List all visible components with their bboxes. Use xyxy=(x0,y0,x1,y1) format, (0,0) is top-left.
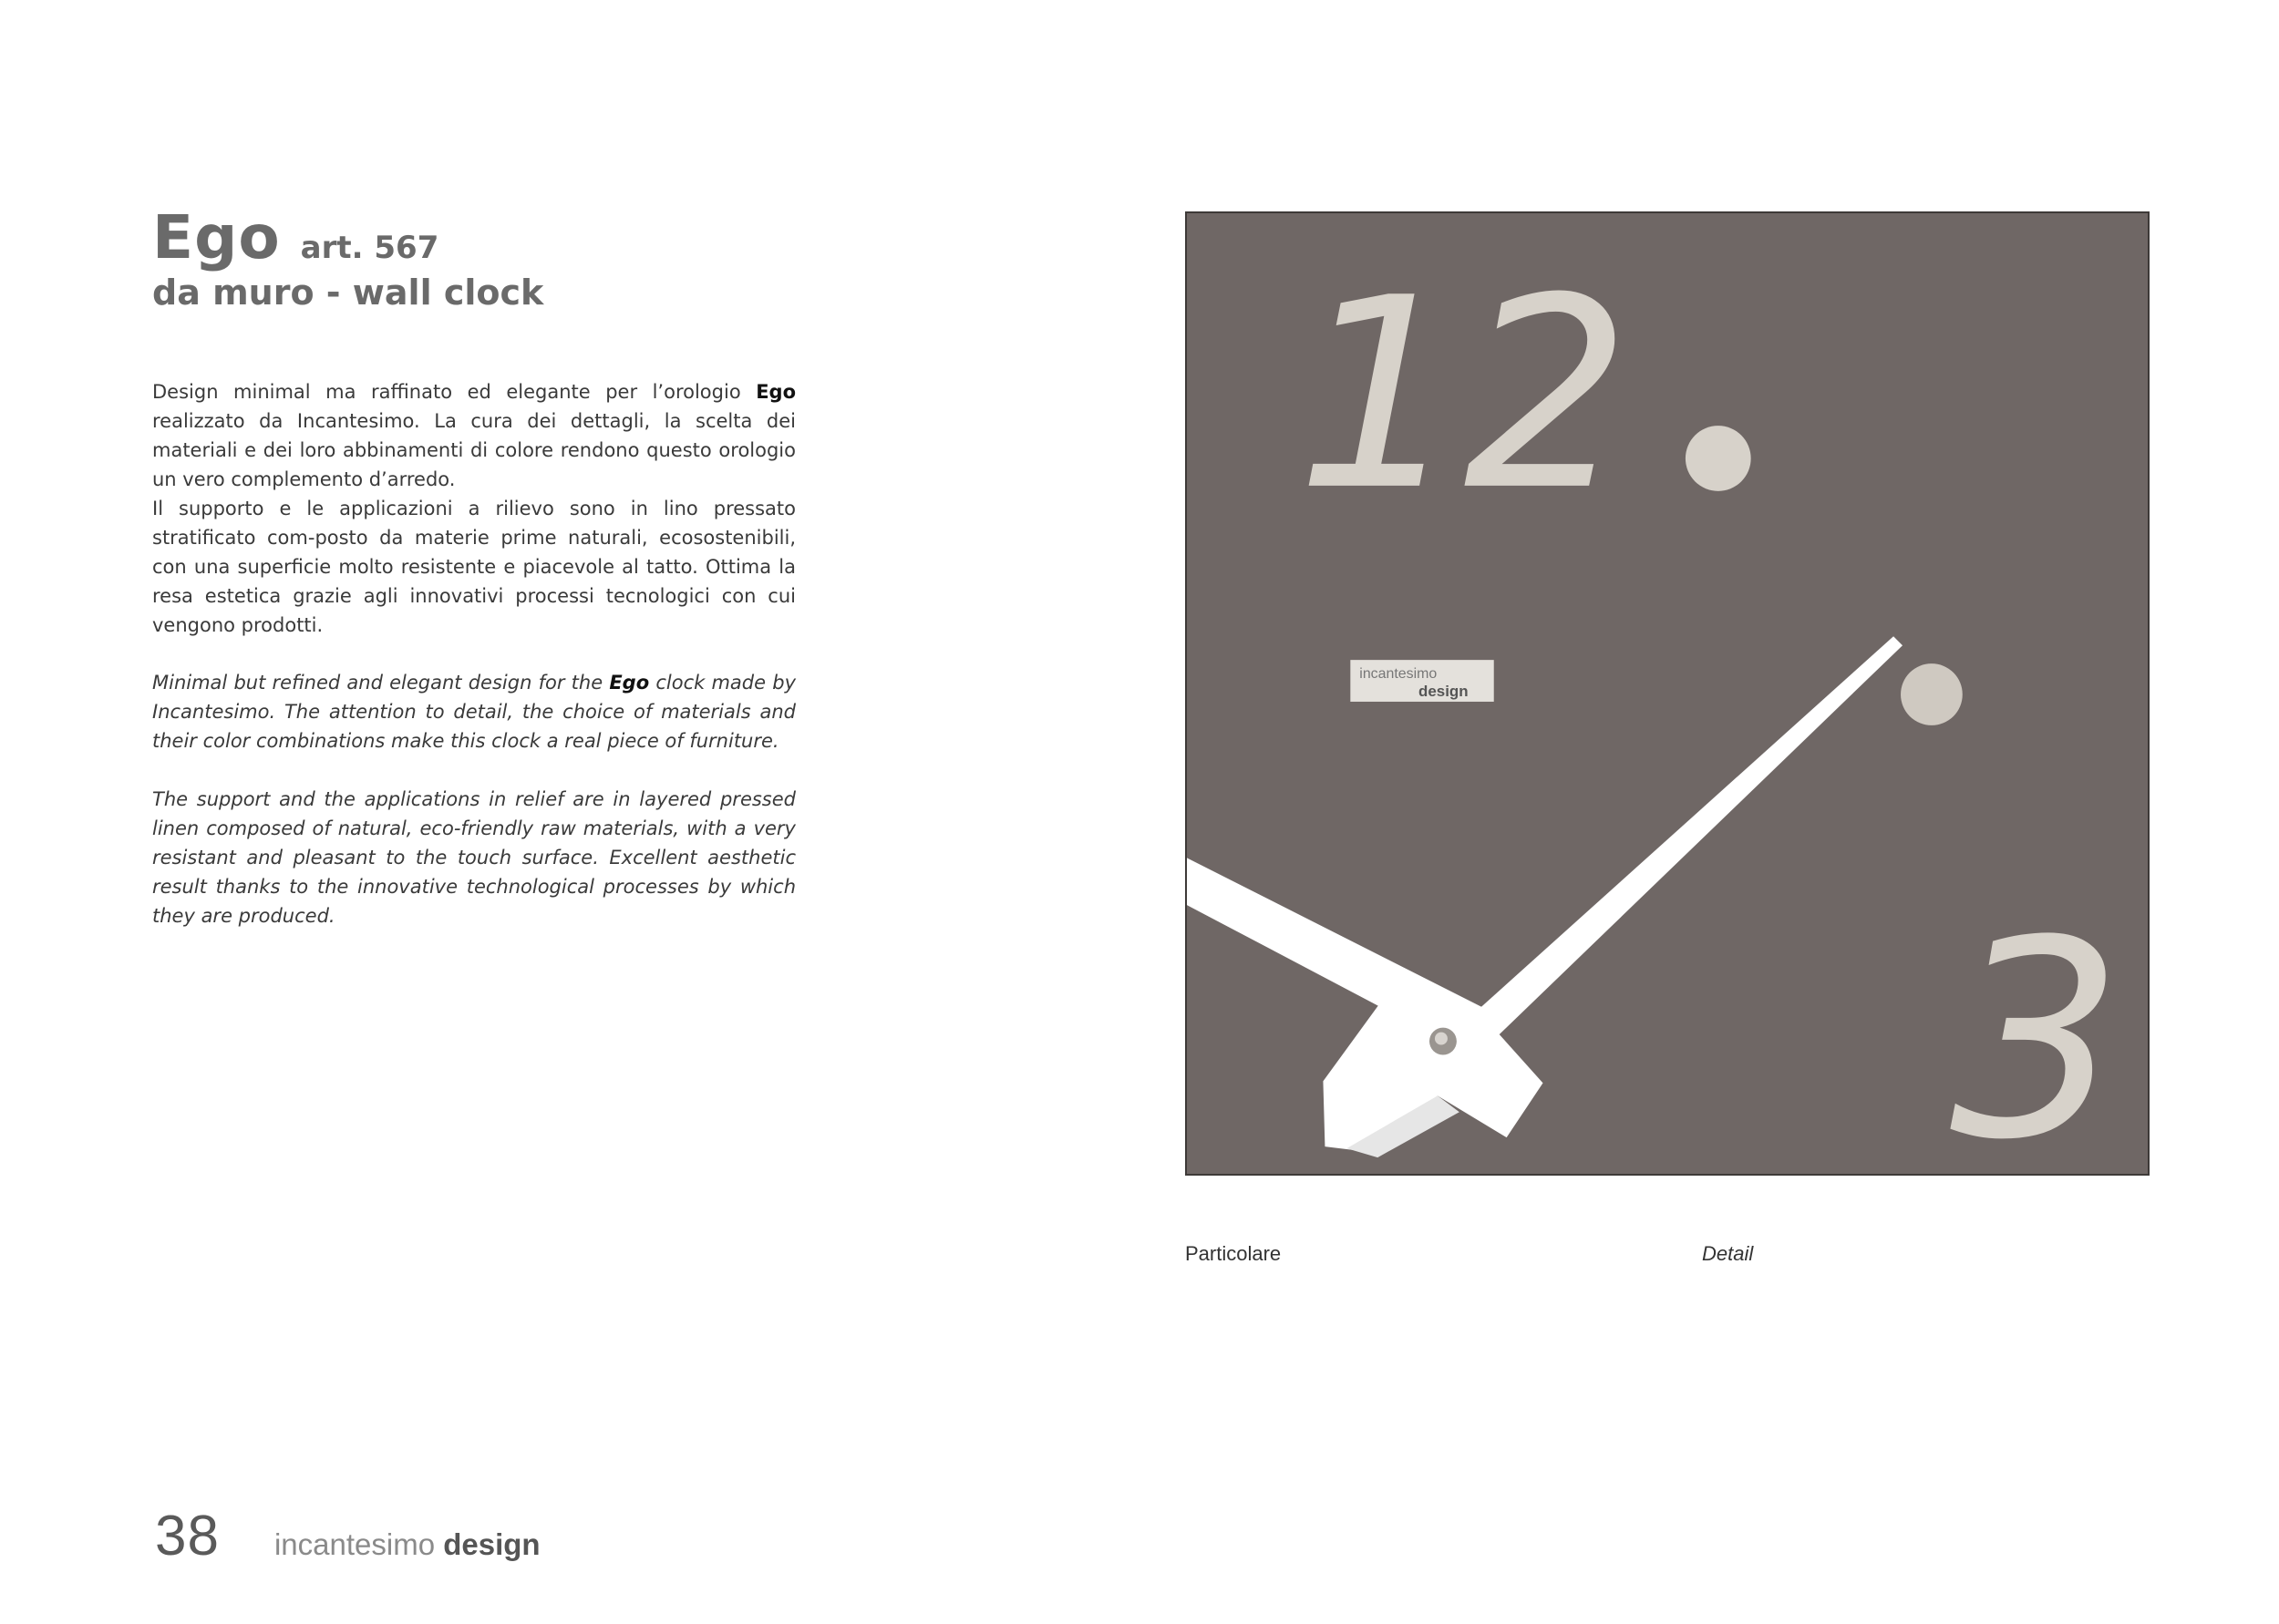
description-it-1 xyxy=(152,377,796,494)
brand-label-top: incantesimo xyxy=(1359,666,1438,683)
description-en-2 xyxy=(152,785,796,930)
hour-dot-2 xyxy=(1901,663,1963,725)
clock-detail-illustration xyxy=(1187,213,2148,1174)
numeral-12: 12 xyxy=(1295,242,1632,549)
desc-it-2-text: Il supporto e le applicazioni a rilievo sono in lino pressato stratificato com-posto da materie prime naturali, ecosostenibili, con una superficie molto resistente e piacevole al tatto. Ottima la resa estetica grazie agli innovativi processi tecnologici con cui vengono prodotti. xyxy=(152,498,796,636)
title-line xyxy=(152,202,543,272)
product-subtitle: da muro - wall clock xyxy=(152,272,544,313)
hour-dot-1 xyxy=(1686,426,1751,491)
brand-label-bottom: design xyxy=(1418,682,1469,700)
product-name: Ego xyxy=(152,202,281,272)
caption-particolare: Particolare xyxy=(1185,1242,1282,1265)
desc-en-1-bold: Ego xyxy=(609,672,650,694)
center-pin-highlight xyxy=(1435,1033,1448,1045)
caption-detail: Detail xyxy=(1702,1242,1754,1265)
page-number: 38 xyxy=(155,1505,220,1567)
numeral-3: 3 xyxy=(1949,883,2123,1174)
title-block xyxy=(152,202,543,313)
footer-brand xyxy=(274,1527,541,1562)
desc-it-1-after: realizzato da Incantesimo. La cura dei dettagli, la scelta dei materiali e dei loro abbinamenti di colore rendono questo orologio un vero complemento d’arredo. xyxy=(152,410,796,490)
footer-brand-light: incantesimo xyxy=(273,1527,436,1561)
page-footer xyxy=(155,1504,541,1568)
desc-it-1-before: Design minimal ma raffinato ed elegante per l’orologio xyxy=(152,381,757,403)
article-number: art. 567 xyxy=(300,230,439,266)
desc-en-1-after: clock made by Incantesimo. The attention to detail, the choice of materials and their color combinations make this clock a real piece of furniture. xyxy=(152,672,797,752)
clock-detail-photo xyxy=(1185,211,2150,1176)
desc-en-1-before: Minimal but refined and elegant design for the xyxy=(152,672,610,694)
description-it-2 xyxy=(152,494,796,640)
description-en-1 xyxy=(152,668,796,755)
desc-en-2-text: The support and the applications in relief are in layered pressed linen composed of natural, eco-friendly raw materials, with a very resistant and pleasant to the touch surface. Excellent aesthetic result thanks to the innovative technological processes by which they are produced. xyxy=(152,788,796,927)
footer-brand-bold: design xyxy=(443,1527,541,1561)
desc-it-1-bold: Ego xyxy=(756,381,796,403)
